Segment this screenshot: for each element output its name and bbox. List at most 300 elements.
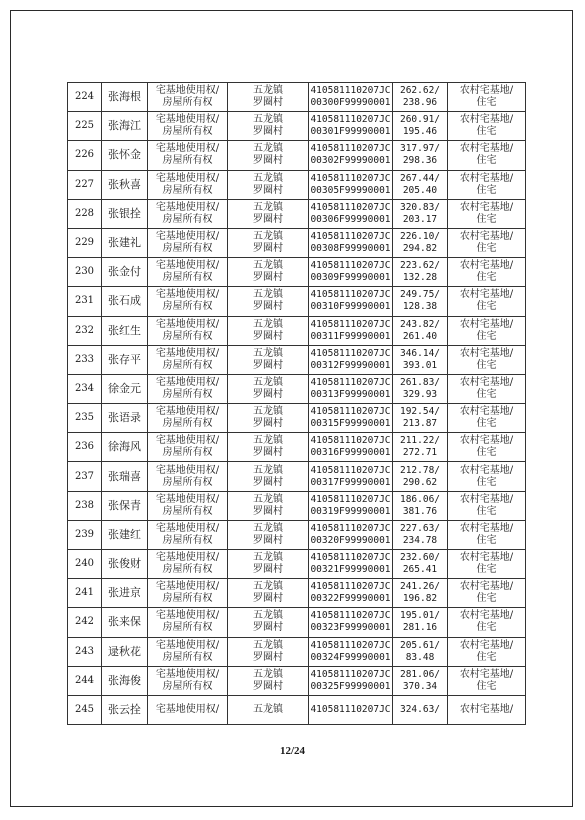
row-number: 242 [74,616,95,628]
location-line-2: 罗圈村 [253,301,283,313]
land-use-line-1: 农村宅基地/ [459,552,514,564]
table-row [68,637,526,666]
right-type-line-1: 宅基地使用权/ [155,581,220,593]
right-type-line-1: 宅基地使用权/ [155,610,220,622]
area-cell [393,228,448,257]
location-line-2: 罗圈村 [253,184,283,196]
owner-name-cell [102,316,148,345]
right-type-line-1: 宅基地使用权/ [155,493,220,505]
right-type-cell [148,404,228,433]
unit-code-line-2: 00301F99990001 [310,126,391,138]
right-type-cell [148,170,228,199]
right-type-line-2: 房屋所有权 [162,680,213,692]
location-line-2: 罗圈村 [253,272,283,284]
location-line-1: 五龙镇 [253,464,283,476]
location-line-2: 罗圈村 [253,564,283,576]
right-type-line-2: 房屋所有权 [162,388,213,400]
right-type-line-2: 房屋所有权 [162,213,213,225]
table-row [68,491,526,520]
owner-name: 张语录 [108,411,141,425]
land-use-cell [448,199,526,228]
location-line-1: 五龙镇 [253,493,283,505]
owner-name: 张保青 [108,498,141,512]
row-number: 245 [74,704,95,716]
land-use-cell [448,112,526,141]
land-use-line-1: 农村宅基地/ [459,172,514,184]
right-type-cell [148,112,228,141]
area-line-1: 186.06/ [399,493,441,505]
owner-name-cell [102,695,148,724]
right-type-line-1: 宅基地使用权/ [155,85,220,97]
table-row [68,608,526,637]
right-type-cell [148,316,228,345]
land-use-line-1: 农村宅基地/ [459,260,514,272]
unit-code-line-2: 00322F99990001 [310,593,391,605]
right-type-cell [148,83,228,112]
area-cell [393,433,448,462]
area-line-2: 234.78 [402,534,438,546]
area-cell [393,374,448,403]
row-number-cell [68,112,102,141]
area-cell [393,462,448,491]
unit-code-line-1: 410581110207JC [310,376,391,388]
right-type-line-2: 房屋所有权 [162,330,213,342]
land-use-line-1: 农村宅基地/ [459,610,514,622]
location-line-2: 罗圈村 [253,622,283,634]
location-cell [228,112,309,141]
land-use-line-1: 农村宅基地/ [459,85,514,97]
location-line-1: 五龙镇 [253,639,283,651]
location-line-1: 五龙镇 [253,668,283,680]
row-number-cell [68,433,102,462]
area-line-2: 83.48 [405,651,435,663]
area-line-2: 290.62 [402,476,438,488]
area-line-1: 346.14/ [399,347,441,359]
area-line-1: 205.61/ [399,639,441,651]
location-line-1: 五龙镇 [253,172,283,184]
location-cell [228,287,309,316]
unit-code-cell [309,491,393,520]
unit-code-line-2: 00302F99990001 [310,155,391,167]
land-use-cell [448,287,526,316]
unit-code-cell [309,608,393,637]
land-use-line-2: 住宅 [476,330,497,342]
row-number-cell [68,170,102,199]
right-type-cell [148,258,228,287]
location-line-2: 罗圈村 [253,388,283,400]
owner-name-cell [102,637,148,666]
land-use-cell [448,258,526,287]
area-line-2: 381.76 [402,505,438,517]
row-number: 230 [74,266,95,278]
unit-code-cell [309,637,393,666]
row-number-cell [68,550,102,579]
row-number: 227 [74,178,95,190]
unit-code-line-2: 00325F99990001 [310,680,391,692]
right-type-cell [148,520,228,549]
area-line-1: 223.62/ [399,260,441,272]
location-line-1: 五龙镇 [253,318,283,330]
table-row [68,287,526,316]
unit-code-cell [309,83,393,112]
location-cell [228,258,309,287]
area-line-2: 213.87 [402,418,438,430]
location-cell [228,433,309,462]
area-line-1: 192.54/ [399,406,441,418]
location-line-2: 罗圈村 [253,213,283,225]
location-line-1: 五龙镇 [253,610,283,622]
area-cell [393,170,448,199]
land-use-cell [448,404,526,433]
unit-code-line-2: 00321F99990001 [310,564,391,576]
row-number-cell [68,345,102,374]
row-number: 238 [74,499,95,511]
right-type-line-1: 宅基地使用权/ [155,289,220,301]
area-line-2: 265.41 [402,564,438,576]
row-number-cell [68,83,102,112]
unit-code-line-1: 410581110207JC [310,581,391,593]
unit-code-cell [309,345,393,374]
unit-code-line-1: 410581110207JC [310,464,391,476]
unit-code-line-1: 410581110207JC [310,114,391,126]
row-number: 233 [74,353,95,365]
unit-code-line-2: 00300F99990001 [310,97,391,109]
row-number: 231 [74,295,95,307]
area-line-1: 320.83/ [399,201,441,213]
land-use-cell [448,83,526,112]
row-number-cell [68,199,102,228]
row-number-cell [68,695,102,724]
right-type-line-2: 房屋所有权 [162,97,213,109]
land-use-line-1: 农村宅基地/ [459,231,514,243]
location-cell [228,579,309,608]
location-line-1: 五龙镇 [253,704,283,716]
location-cell [228,608,309,637]
unit-code-cell [309,374,393,403]
land-use-line-2: 住宅 [476,388,497,400]
row-number: 232 [74,324,95,336]
owner-name: 张俊财 [108,557,141,571]
row-number: 228 [74,207,95,219]
unit-code-cell [309,287,393,316]
row-number: 235 [74,412,95,424]
owner-name: 张银拴 [108,206,141,220]
table-row [68,695,526,724]
area-line-2: 196.82 [402,593,438,605]
location-cell [228,170,309,199]
area-line-1: 281.06/ [399,668,441,680]
owner-name-cell [102,666,148,695]
row-number-cell [68,491,102,520]
land-use-line-2: 住宅 [476,301,497,313]
area-cell [393,404,448,433]
land-use-line-2: 住宅 [476,418,497,430]
unit-code-line-1: 410581110207JC [310,318,391,330]
row-number: 244 [74,674,95,686]
land-use-line-1: 农村宅基地/ [459,289,514,301]
land-use-line-2: 住宅 [476,651,497,663]
unit-code-line-1: 410581110207JC [310,406,391,418]
land-use-line-2: 住宅 [476,593,497,605]
right-type-cell [148,637,228,666]
row-number: 226 [74,149,95,161]
owner-name: 徐金元 [108,381,141,395]
location-line-1: 五龙镇 [253,114,283,126]
row-number: 225 [74,120,95,132]
location-line-1: 五龙镇 [253,552,283,564]
row-number: 237 [74,470,95,482]
area-line-1: 227.63/ [399,522,441,534]
owner-name-cell [102,608,148,637]
unit-code-line-2: 00308F99990001 [310,243,391,255]
location-cell [228,462,309,491]
land-use-line-2: 住宅 [476,97,497,109]
land-use-line-2: 住宅 [476,534,497,546]
location-cell [228,141,309,170]
area-cell [393,199,448,228]
location-line-1: 五龙镇 [253,522,283,534]
area-line-2: 195.46 [402,126,438,138]
land-use-cell [448,666,526,695]
owner-name: 张海根 [108,90,141,104]
location-line-1: 五龙镇 [253,143,283,155]
land-use-line-2: 住宅 [476,272,497,284]
land-use-cell [448,374,526,403]
land-use-line-2: 住宅 [476,622,497,634]
owner-name: 张金付 [108,265,141,279]
table-row [68,374,526,403]
land-use-line-2: 住宅 [476,476,497,488]
row-number: 229 [74,237,95,249]
land-use-cell [448,579,526,608]
right-type-line-2: 房屋所有权 [162,272,213,284]
row-number-cell [68,374,102,403]
land-use-line-1: 农村宅基地/ [459,114,514,126]
area-cell [393,316,448,345]
unit-code-line-1: 410581110207JC [310,143,391,155]
right-type-line-2: 房屋所有权 [162,243,213,255]
owner-name: 张云拴 [108,703,141,717]
area-line-2: 294.82 [402,243,438,255]
row-number: 239 [74,528,95,540]
area-line-2: 272.71 [402,447,438,459]
owner-name-cell [102,550,148,579]
location-line-1: 五龙镇 [253,581,283,593]
right-type-line-1: 宅基地使用权/ [155,201,220,213]
unit-code-line-1: 410581110207JC [310,639,391,651]
unit-code-cell [309,520,393,549]
land-use-line-2: 住宅 [476,155,497,167]
right-type-line-1: 宅基地使用权/ [155,639,220,651]
land-use-cell [448,141,526,170]
unit-code-cell [309,170,393,199]
right-type-line-2: 房屋所有权 [162,301,213,313]
unit-code-cell [309,462,393,491]
owner-name: 张怀金 [108,148,141,162]
location-cell [228,83,309,112]
row-number-cell [68,404,102,433]
right-type-line-2: 房屋所有权 [162,476,213,488]
land-use-cell [448,550,526,579]
area-cell [393,345,448,374]
land-use-line-2: 住宅 [476,126,497,138]
land-use-line-1: 农村宅基地/ [459,704,514,716]
table-row [68,170,526,199]
row-number: 240 [74,558,95,570]
table-row [68,199,526,228]
area-cell [393,666,448,695]
owner-name-cell [102,374,148,403]
land-use-line-2: 住宅 [476,447,497,459]
unit-code-cell [309,228,393,257]
location-line-2: 罗圈村 [253,418,283,430]
area-cell [393,83,448,112]
row-number: 243 [74,645,95,657]
owner-name-cell [102,141,148,170]
area-line-1: 243.82/ [399,318,441,330]
table-row [68,520,526,549]
area-line-1: 212.78/ [399,464,441,476]
land-use-line-1: 农村宅基地/ [459,581,514,593]
unit-code-line-1: 410581110207JC [310,493,391,505]
land-use-cell [448,433,526,462]
area-line-2: 370.34 [402,680,438,692]
location-line-2: 罗圈村 [253,330,283,342]
unit-code-cell [309,433,393,462]
area-line-1: 211.22/ [399,435,441,447]
land-use-line-1: 农村宅基地/ [459,639,514,651]
right-type-line-2: 房屋所有权 [162,593,213,605]
area-line-2: 132.28 [402,272,438,284]
row-number-cell [68,666,102,695]
row-number-cell [68,228,102,257]
right-type-cell [148,608,228,637]
unit-code-line-2: 00312F99990001 [310,359,391,371]
unit-code-line-1: 410581110207JC [310,172,391,184]
land-use-line-1: 农村宅基地/ [459,435,514,447]
right-type-line-1: 宅基地使用权/ [155,318,220,330]
unit-code-line-2: 00309F99990001 [310,272,391,284]
right-type-cell [148,228,228,257]
unit-code-line-1: 410581110207JC [310,347,391,359]
area-line-2: 261.40 [402,330,438,342]
location-cell [228,374,309,403]
owner-name: 张瑞喜 [108,469,141,483]
location-line-2: 罗圈村 [253,97,283,109]
right-type-cell [148,491,228,520]
unit-code-cell [309,112,393,141]
unit-code-line-1: 410581110207JC [310,522,391,534]
owner-name: 张来保 [108,615,141,629]
right-type-cell [148,374,228,403]
land-use-cell [448,491,526,520]
land-use-line-1: 农村宅基地/ [459,143,514,155]
table-row [68,345,526,374]
table-row [68,579,526,608]
area-cell [393,520,448,549]
owner-name-cell [102,228,148,257]
unit-code-cell [309,550,393,579]
right-type-cell [148,287,228,316]
row-number-cell [68,520,102,549]
unit-code-cell [309,666,393,695]
unit-code-line-2: 00311F99990001 [310,330,391,342]
area-cell [393,112,448,141]
right-type-line-1: 宅基地使用权/ [155,406,220,418]
area-line-2: 393.01 [402,359,438,371]
right-type-cell [148,433,228,462]
right-type-cell [148,579,228,608]
register-table-body [68,83,526,725]
location-cell [228,404,309,433]
table-row [68,316,526,345]
unit-code-cell [309,695,393,724]
table-row [68,83,526,112]
unit-code-cell [309,258,393,287]
land-use-cell [448,462,526,491]
row-number-cell [68,316,102,345]
row-number-cell [68,579,102,608]
table-row [68,112,526,141]
right-type-cell [148,141,228,170]
row-number: 236 [74,441,95,453]
land-use-cell [448,637,526,666]
location-line-1: 五龙镇 [253,260,283,272]
owner-name: 张秋喜 [108,177,141,191]
right-type-cell [148,345,228,374]
location-line-2: 罗圈村 [253,447,283,459]
area-cell [393,287,448,316]
right-type-cell [148,695,228,724]
unit-code-line-1: 410581110207JC [310,668,391,680]
location-cell [228,637,309,666]
right-type-line-2: 房屋所有权 [162,534,213,546]
row-number-cell [68,637,102,666]
unit-code-line-1: 410581110207JC [310,610,391,622]
right-type-cell [148,666,228,695]
right-type-line-1: 宅基地使用权/ [155,464,220,476]
right-type-line-1: 宅基地使用权/ [155,435,220,447]
right-type-cell [148,550,228,579]
location-line-2: 罗圈村 [253,680,283,692]
land-use-cell [448,608,526,637]
right-type-cell [148,462,228,491]
land-use-line-1: 农村宅基地/ [459,493,514,505]
location-line-2: 罗圈村 [253,476,283,488]
right-type-line-2: 房屋所有权 [162,155,213,167]
right-type-cell [148,199,228,228]
row-number: 224 [74,91,95,103]
unit-code-cell [309,141,393,170]
land-use-line-2: 住宅 [476,243,497,255]
location-cell [228,550,309,579]
unit-code-line-2: 00317F99990001 [310,476,391,488]
land-use-line-1: 农村宅基地/ [459,376,514,388]
location-line-2: 罗圈村 [253,126,283,138]
area-line-2: 329.93 [402,388,438,400]
owner-name-cell [102,520,148,549]
unit-code-line-2: 00316F99990001 [310,447,391,459]
right-type-line-1: 宅基地使用权/ [155,704,220,716]
land-use-line-1: 农村宅基地/ [459,201,514,213]
area-line-1: 249.75/ [399,289,441,301]
table-row [68,228,526,257]
location-line-2: 罗圈村 [253,505,283,517]
right-type-line-1: 宅基地使用权/ [155,260,220,272]
owner-name-cell [102,112,148,141]
location-line-1: 五龙镇 [253,231,283,243]
owner-name: 张建红 [108,527,141,541]
